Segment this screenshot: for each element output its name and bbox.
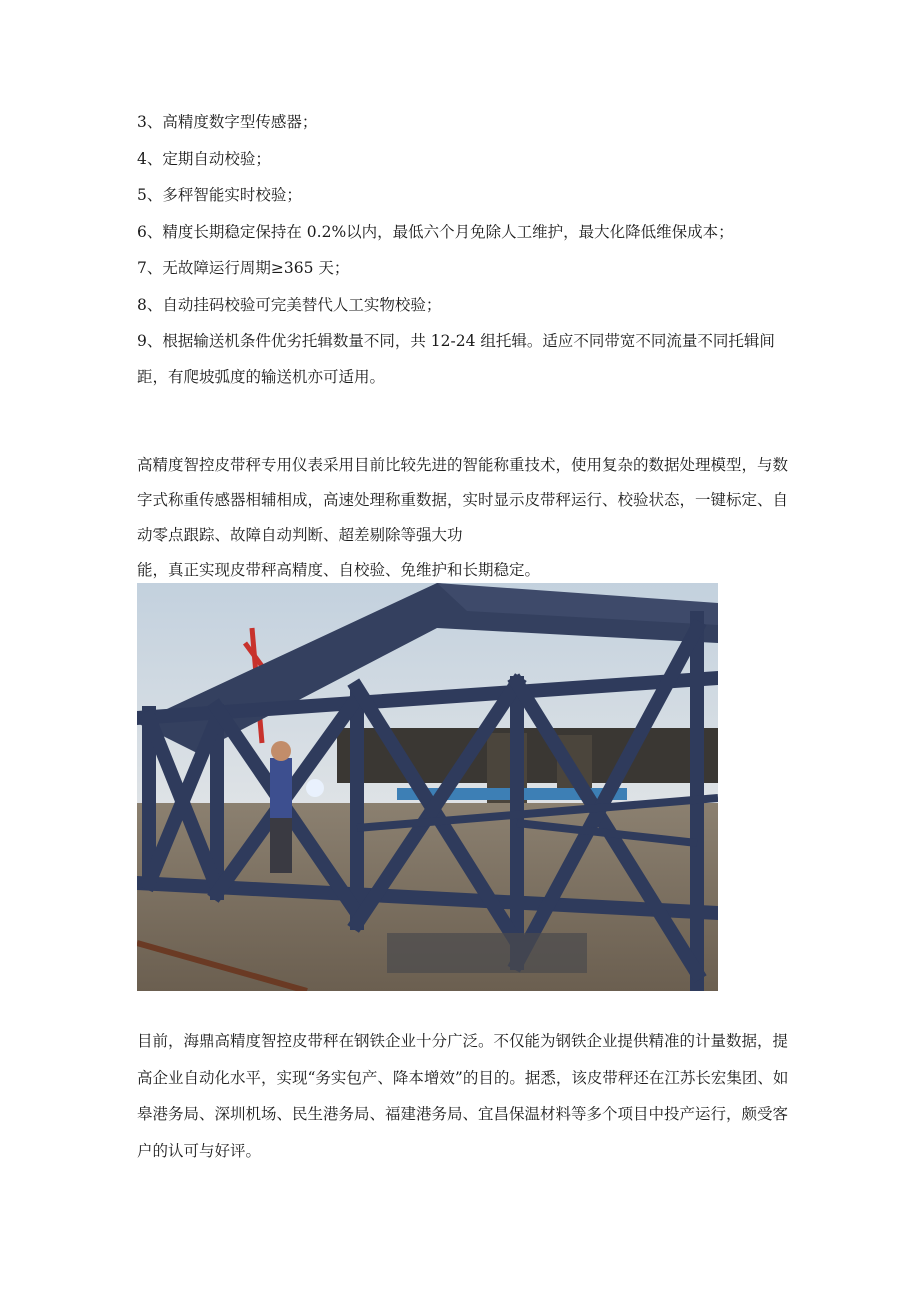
list-item: 9、根据输送机条件优劣托辑数量不同，共 12-24 组托辑。适应不同带宽不同流量不同托辑间距，有爬坡弧度的输送机亦可适用。: [137, 332, 775, 386]
application-paragraph: 目前，海鼎高精度智控皮带秤在钢铁企业十分广泛。不仅能为钢铁企业提供精准的计量数据，提高企业自动化水平，实现“务实包产、降本增效”的目的。据悉，该皮带秤还在江苏长宏集团、如皋港务局、深圳机场、民生港务局、福建港务局、宜昌保温材料等多个项目中投产运行，颇受客户的认可与好评。: [137, 1032, 789, 1160]
list-item: 7、无故障运行周期≥365 天；: [137, 259, 350, 277]
intro-paragraph: [137, 448, 789, 588]
feature-list: [137, 112, 787, 412]
steel-truss-photo-icon: [137, 583, 718, 991]
list-item: 5、多秤智能实时校验；: [137, 186, 302, 204]
list-item: 6、精度长期稳定保持在 0.2%以内，最低六个月免除人工维护，最大化降低维保成本；: [137, 222, 734, 241]
list-item: 4、定期自动校验；: [137, 149, 271, 168]
steel-truss-conveyor-photo: [137, 583, 718, 991]
intro-paragraph-text: 高精度智控皮带秤专用仪表采用目前比较先进的智能称重技术，使用复杂的数据处理模型，与数字式称重传感器相辅相成，高速处理称重数据，实时显示皮带秤运行、校验状态，一键标定、自动零点跟踪、故障自动判断、超差剔除等强大功: [137, 456, 789, 544]
intro-paragraph-last-line: 能，真正实现皮带秤高精度、自校验、免维护和长期稳定。: [137, 561, 541, 579]
list-item: 8、自动挂码校验可完美替代人工实物校验；: [137, 295, 442, 314]
list-item: 3、高精度数字型传感器；: [137, 113, 318, 131]
